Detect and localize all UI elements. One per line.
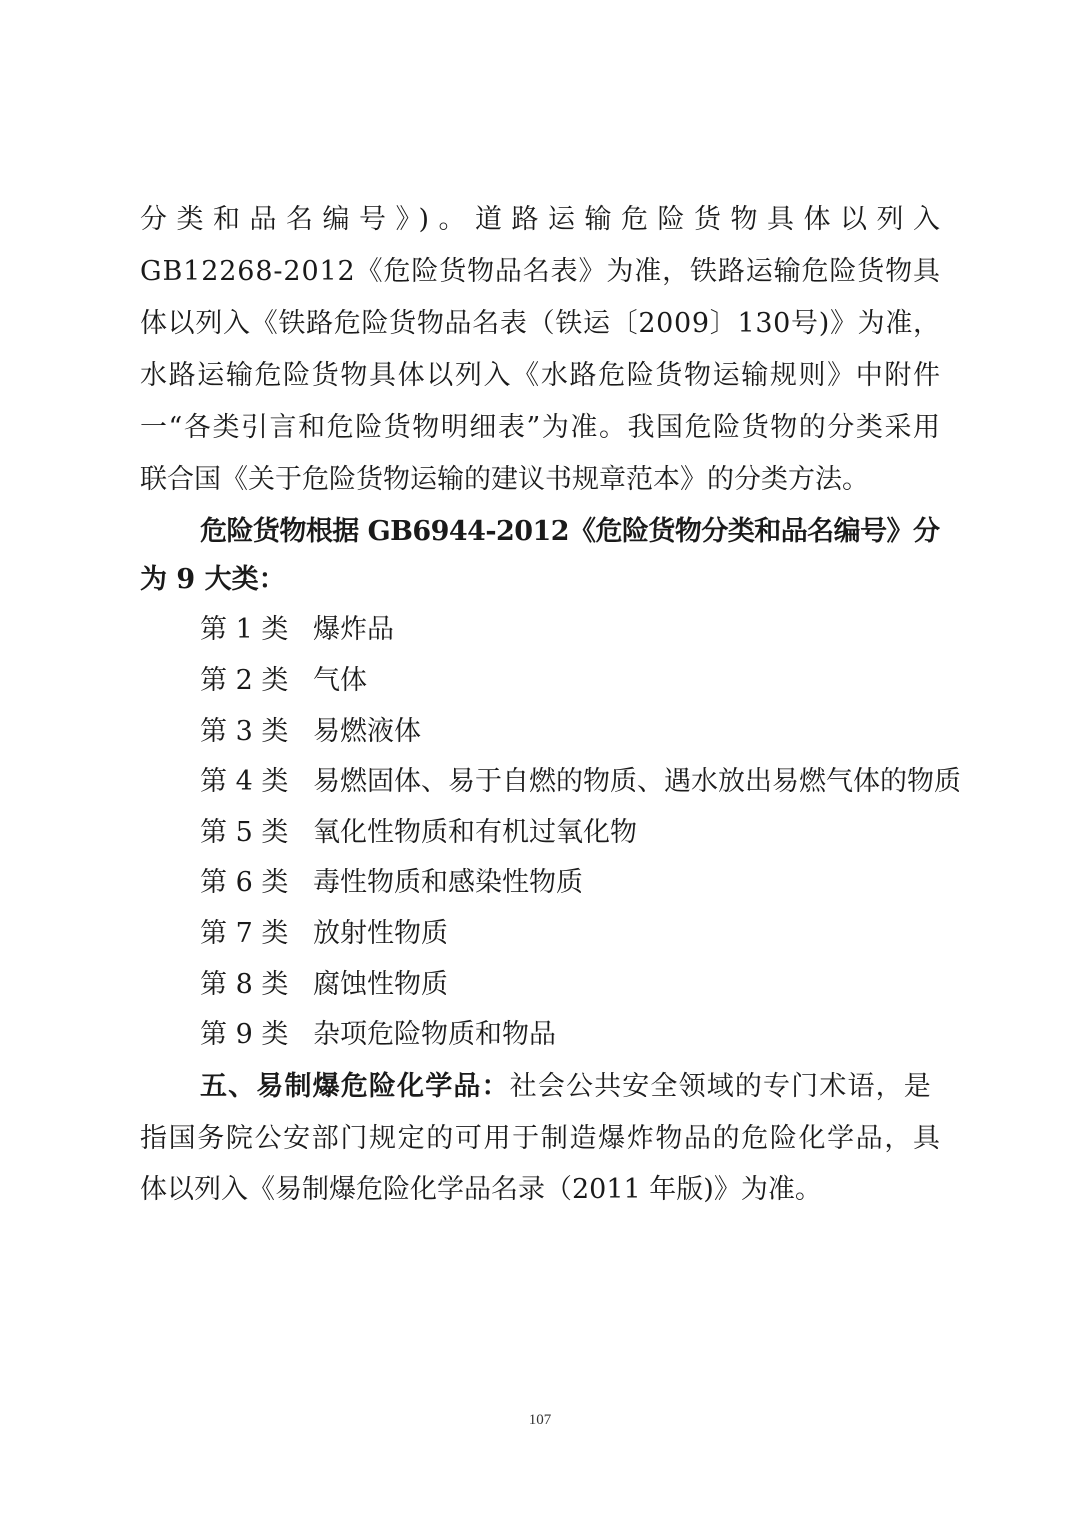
section-five-line: 指国务院公安部门规定的可用于制造爆炸物品的危险化学品，具 [140, 1123, 942, 1154]
category-item [200, 610, 394, 650]
category-number: 第 1 类 [200, 614, 289, 645]
section-five-title: 五、易制爆危险化学品： [200, 1071, 510, 1102]
classification-heading: 危险货物根据 GB6944-2012《危险货物分类和品名编号》分 [200, 516, 940, 547]
category-number: 第 8 类 [200, 969, 289, 1000]
category-item [200, 863, 583, 903]
category-number: 第 2 类 [200, 665, 289, 696]
category-item [200, 762, 961, 802]
category-number: 第 3 类 [200, 716, 289, 747]
category-item [200, 1015, 556, 1055]
category-item [200, 914, 448, 954]
category-number: 第 5 类 [200, 817, 289, 848]
section-five-text: 社会公共安全领域的专门术语，是 [509, 1071, 932, 1102]
category-number: 第 9 类 [200, 1019, 289, 1050]
category-number: 第 6 类 [200, 867, 289, 898]
category-number: 第 7 类 [200, 918, 289, 949]
category-name: 气体 [313, 665, 367, 696]
paragraph-text: 分类和品名编号》)。道路运输危险货物具体以列入 [140, 204, 950, 235]
paragraph-line: GB12268-2012《危险货物品名表》为准，铁路运输危险货物具 [140, 256, 941, 287]
paragraph-line: 联合国《关于危险货物运输的建议书规章范本》的分类方法。 [140, 464, 869, 495]
category-name: 毒性物质和感染性物质 [313, 867, 583, 898]
category-name: 放射性物质 [313, 918, 448, 949]
category-name: 易燃液体 [313, 716, 421, 747]
category-item [200, 813, 637, 853]
category-name: 杂项危险物质和物品 [313, 1019, 556, 1050]
category-name: 腐蚀性物质 [313, 969, 448, 1000]
category-name: 爆炸品 [313, 614, 394, 645]
paragraph-line: 水路运输危险货物具体以列入《水路危险货物运输规则》中附件 [140, 360, 942, 391]
section-five-line: 体以列入《易制爆危险化学品名录（2011 年版)》为准。 [140, 1174, 822, 1205]
classification-heading-cont: 为 9 大类： [140, 564, 286, 595]
paragraph-line: 一“各类引言和危险货物明细表”为准。我国危险货物的分类采用 [140, 412, 942, 443]
category-item [200, 712, 421, 752]
paragraph-line: 体以列入《铁路危险货物品名表（铁运〔2009〕130号)》为准， [140, 308, 941, 339]
section-five-line [200, 1067, 940, 1107]
category-number: 第 4 类 [200, 766, 289, 797]
paragraph-line [140, 200, 950, 240]
category-name: 易燃固体、易于自燃的物质、遇水放出易燃气体的物质 [313, 766, 961, 797]
category-item [200, 661, 367, 701]
page-number: 107 [528, 1412, 552, 1428]
category-name: 氧化性物质和有机过氧化物 [313, 817, 637, 848]
category-item [200, 965, 448, 1005]
